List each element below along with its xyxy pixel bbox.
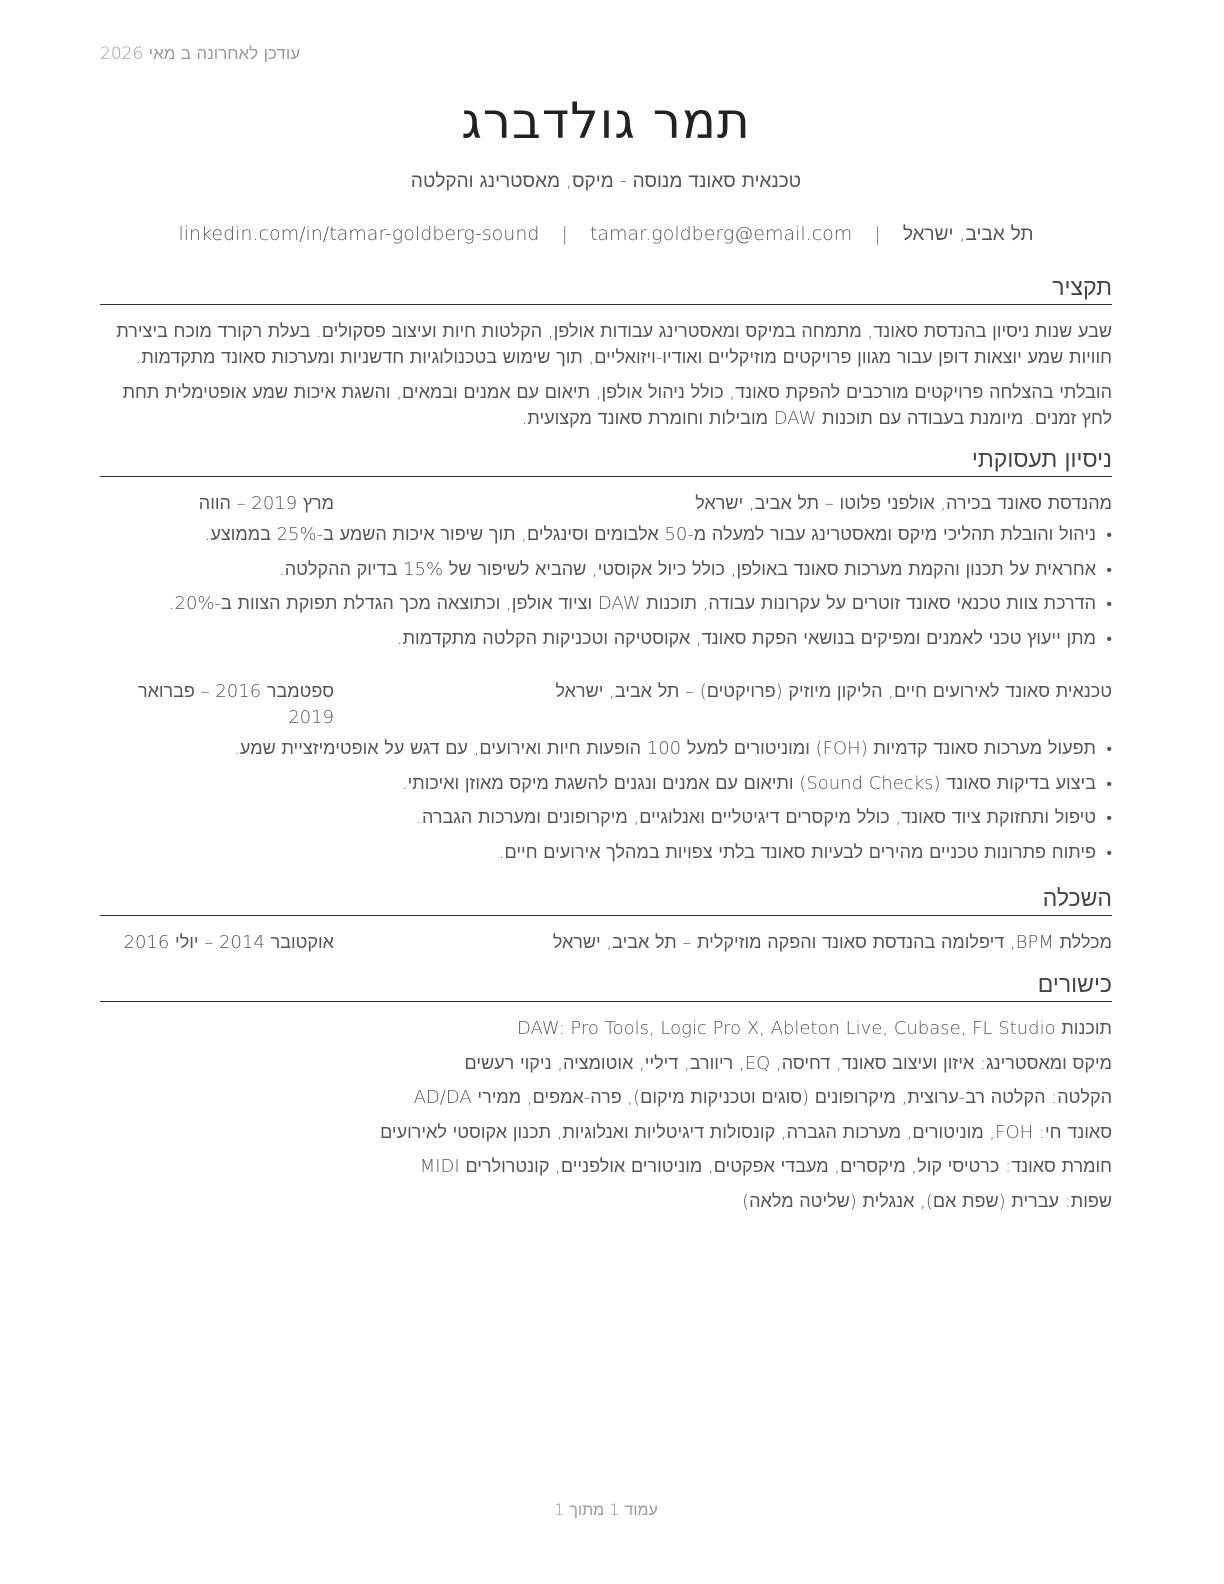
job-header	[100, 491, 1112, 517]
person-name: תמר גולדברג	[461, 92, 751, 150]
education-entry	[100, 930, 1112, 956]
list-item: • הדרכת צוות טכנאי סאונד זוטרים על עקרונות עבודה, תוכנות DAW וציוד אולפן, וכתוצאה מכך הגדלת תפוקת הצוות ב-20%.	[100, 591, 1112, 626]
contact-location: תל אביב, ישראל	[902, 223, 1034, 245]
list-item: • תפעול מערכות סאונד קדמיות (FOH) ומוניטורים למעל 100 הופעות חיות ואירועים, עם דגש על אופטימיזציית שמע.	[100, 736, 1112, 771]
job-header	[100, 679, 1112, 728]
section-title-skills: כישורים	[100, 971, 1112, 1002]
job-subtitle: טכנאית סאונד מנוסה - מיקס, מאסטרינג והקלטה	[410, 170, 802, 192]
skill-item: סאונד חי: FOH, מוניטורים, מערכות הגברה, קונסולות דיגיטליות ואנלוגיות, תכנון אקוסטי לאירועים	[380, 1121, 1112, 1143]
skill-item: שפות: עברית (שפת אם), אנגלית (שליטה מלאה)	[742, 1190, 1112, 1212]
skill-item: תוכנות DAW: Pro Tools, Logic Pro X, Ableton Live, Cubase, FL Studio	[516, 1018, 1112, 1039]
list-item: • מתן ייעוץ טכני לאמנים ומפיקים בנושאי הפקת סאונד, אקוסטיקה וטכניקות הקלטה מתקדמות.	[100, 626, 1112, 661]
contact-email[interactable]: tamar.goldberg@email.com	[589, 223, 853, 245]
section-title-experience: ניסיון תעסוקתי	[100, 446, 1112, 477]
contact-line	[100, 223, 1112, 246]
list-item: • ביצוע בדיקות סאונד (Sound Checks) ותיאום עם אמנים ונגנים להשגת מיקס מאוזן ואיכותי.	[100, 771, 1112, 806]
summary-paragraph: הובלתי בהצלחה פרויקטים מורכבים להפקת סאונד, כולל ניהול אולפן, תיאום עם אמנים ובמאים, והשגת איכות שמע אופטימלית תחת לחץ זמנים. מיומנת בעבודה עם תוכנות DAW מובילות וחומרת סאונד מקצועית.	[122, 382, 1112, 429]
job-title: טכנאית סאונד לאירועים חיים, הליקון מיוזיק (פרויקטים) – תל אביב, ישראל	[555, 681, 1112, 702]
skill-item: מיקס ומאסטרינג: איזון ועיצוב סאונד, דחיסה, EQ, ריוורב, דיליי, אוטומציה, ניקוי רעשים	[464, 1052, 1112, 1074]
list-item: • פיתוח פתרונות טכניים מהירים לבעיות סאונד בלתי צפויות במהלך אירועים חיים.	[100, 840, 1112, 875]
job-title: מהנדסת סאונד בכירה, אולפני פלוטו – תל אביב, ישראל	[695, 493, 1112, 514]
education-title: מכללת BPM, דיפלומה בהנדסת סאונד והפקה מוזיקלית – תל אביב, ישראל	[552, 932, 1112, 953]
contact-separator: |	[874, 223, 881, 245]
resume-page	[100, 0, 1112, 1584]
skill-item: חומרת סאונד: כרטיסי קול, מיקסרים, מעבדי אפקטים, מוניטורים אולפניים, קונטרולרים MIDI	[419, 1156, 1112, 1177]
job-bullets	[100, 736, 1112, 874]
skills-list	[100, 1016, 1112, 1223]
contact-separator: |	[561, 223, 568, 245]
job-dates: מרץ 2019 – הווה	[198, 493, 334, 514]
contact-linkedin[interactable]: linkedin.com/in/tamar-goldberg-sound	[178, 223, 540, 245]
list-item: • טיפול ותחזוקת ציוד סאונד, כולל מיקסרים דיגיטליים ואנלוגיים, מיקרופונים ומערכות הגברה.	[100, 805, 1112, 840]
job-dates: ספטמבר 2016 – פברואר 2019	[137, 681, 334, 728]
list-item: • אחראית על תכנון והקמת מערכות סאונד באולפן, כולל כיול אקוסטי, שהביא לשיפור של 15% בדיוק ההקלטה.	[100, 557, 1112, 592]
skill-item: הקלטה: הקלטה רב-ערוצית, מיקרופונים (סוגים וטכניקות מיקום), פרה-אמפים, ממירי AD/DA	[413, 1087, 1112, 1108]
education-dates: אוקטובר 2014 – יולי 2016	[123, 932, 334, 953]
last-updated-label: עודכן לאחרונה ב מאי 2026	[100, 44, 301, 64]
section-title-education: השכלה	[100, 885, 1112, 916]
section-title-summary: תקציר	[100, 274, 1112, 305]
list-item: • ניהול והובלת תהליכי מיקס ומאסטרינג עבור למעלה מ-50 אלבומים וסינגלים, תוך שיפור איכות השמע ב-25% בממוצע.	[100, 522, 1112, 557]
summary-paragraph: שבע שנות ניסיון בהנדסת סאונד, מתמחה במיקס ומאסטרינג עבודות אולפן, הקלטות חיות ועיצוב פסקולים. בעלת רקורד מוכח ביצירת חוויות שמע יוצאות דופן עבור מגוון פרויקטים מוזיקליים ואודיו-ויזואליים, תוך שימוש בטכנולוגיות חדשניות ומערכות סאונד מתקדמות.	[116, 321, 1112, 368]
page-number: עמוד 1 מתוך 1	[554, 1500, 658, 1519]
job-bullets	[100, 522, 1112, 660]
